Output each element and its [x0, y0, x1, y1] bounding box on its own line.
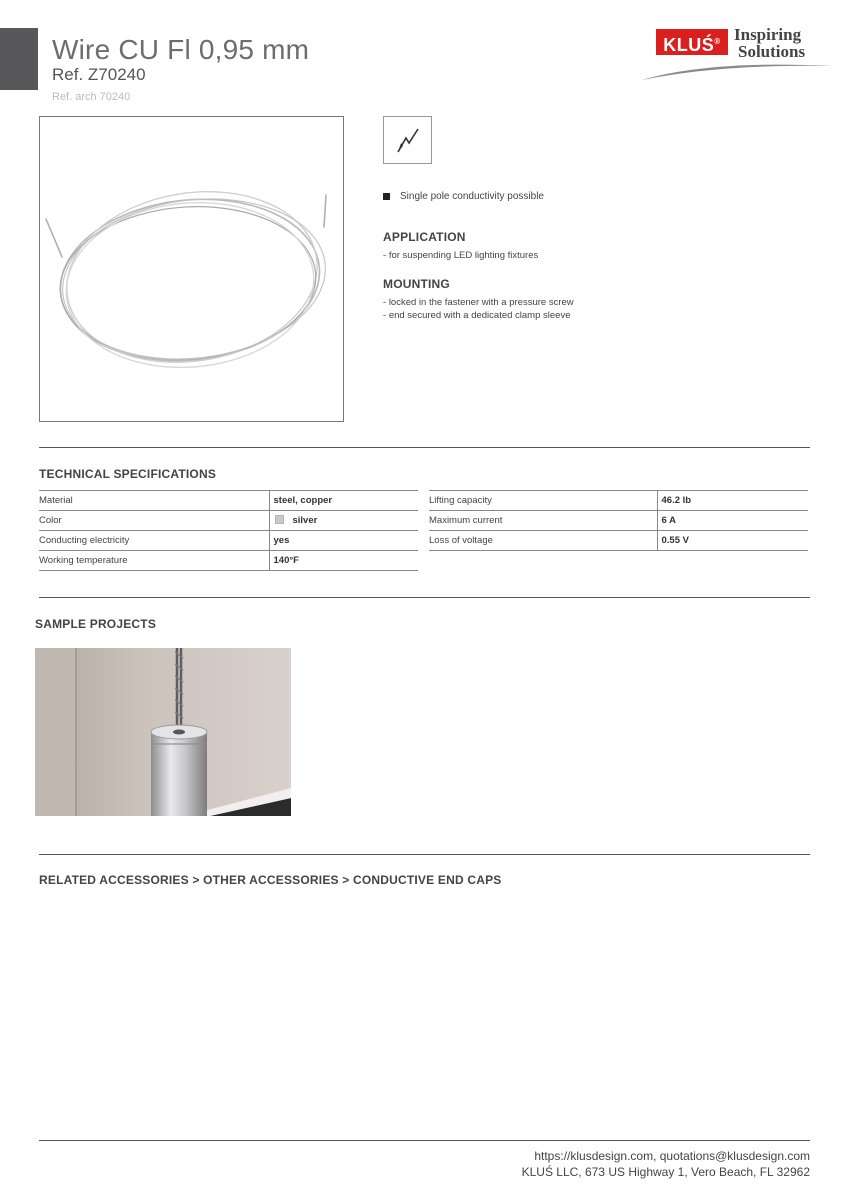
- table-row: [429, 531, 808, 551]
- logo-tagline-1: Inspiring: [734, 25, 802, 44]
- mounting-item: - end secured with a dedicated clamp sleeve: [383, 309, 574, 322]
- related-accessories-breadcrumb[interactable]: RELATED ACCESSORIES > OTHER ACCESSORIES > CONDUCTIVE END CAPS: [39, 873, 502, 887]
- page-title: Wire CU Fl 0,95 mm: [52, 34, 310, 65]
- spec-value: steel, copper: [269, 491, 418, 511]
- logo-brand-badge: [656, 29, 728, 55]
- table-row: [39, 491, 418, 511]
- cable-end-cap-photo: [35, 648, 291, 816]
- sample-projects-heading: SAMPLE PROJECTS: [35, 617, 157, 631]
- divider: [39, 447, 810, 448]
- feature-text: Single pole conductivity possible: [400, 191, 544, 202]
- product-reference: Ref. Z70240: [52, 65, 146, 84]
- spec-label: Working temperature: [39, 551, 269, 571]
- application-list: [383, 249, 538, 262]
- lightning-icon: [393, 125, 423, 155]
- footer-address: KLUŚ LLC, 673 US Highway 1, Vero Beach, FL 32962: [521, 1165, 810, 1179]
- feature-item: [383, 191, 544, 202]
- spec-label: Color: [39, 511, 269, 531]
- product-image-frame: [39, 116, 344, 422]
- table-row: [39, 511, 418, 531]
- spec-value: 0.55 V: [657, 531, 808, 551]
- specs-heading: TECHNICAL SPECIFICATIONS: [39, 467, 217, 481]
- corner-accent: [0, 28, 38, 90]
- spec-label: Conducting electricity: [39, 531, 269, 551]
- spec-value: 6 A: [657, 511, 808, 531]
- footer: [522, 1148, 810, 1180]
- spec-value: 46.2 lb: [657, 491, 808, 511]
- archive-reference: Ref. arch 70240: [52, 91, 131, 103]
- logo-registered: ®: [714, 37, 721, 46]
- spec-label: Maximum current: [429, 511, 657, 531]
- spec-value: 140°F: [269, 551, 418, 571]
- specs-table-left: [39, 490, 418, 571]
- divider: [39, 1140, 810, 1141]
- sample-project-image[interactable]: [35, 648, 291, 816]
- divider: [39, 597, 810, 598]
- spec-label: Lifting capacity: [429, 491, 657, 511]
- logo-swoosh-icon: [640, 56, 835, 82]
- table-row: [39, 551, 418, 571]
- application-item: - for suspending LED lighting fixtures: [383, 249, 538, 262]
- table-row: [429, 511, 808, 531]
- spec-label: Loss of voltage: [429, 531, 657, 551]
- bullet-square-icon: [383, 193, 390, 200]
- specs-table-right: [429, 490, 808, 551]
- application-heading: APPLICATION: [383, 230, 466, 244]
- footer-contact[interactable]: https://klusdesign.com, quotations@klusdesign.com: [534, 1149, 810, 1163]
- conductivity-icon-box: [383, 116, 432, 164]
- mounting-list: [383, 296, 574, 322]
- table-row: [39, 531, 418, 551]
- mounting-heading: MOUNTING: [383, 277, 450, 291]
- spec-value: yes: [269, 531, 418, 551]
- logo-tagline: [734, 26, 805, 60]
- logo-tagline-2: Solutions: [738, 42, 806, 61]
- kluś-logo[interactable]: [640, 26, 835, 84]
- color-swatch: [275, 515, 284, 524]
- logo-brand: KLUŚ: [663, 35, 715, 55]
- spec-value-color: [269, 511, 418, 531]
- mounting-item: - locked in the fastener with a pressure screw: [383, 296, 574, 309]
- divider: [39, 854, 810, 855]
- spec-label: Material: [39, 491, 269, 511]
- table-row: [429, 491, 808, 511]
- spec-value: silver: [292, 515, 318, 526]
- wire-coil-photo: [40, 117, 343, 421]
